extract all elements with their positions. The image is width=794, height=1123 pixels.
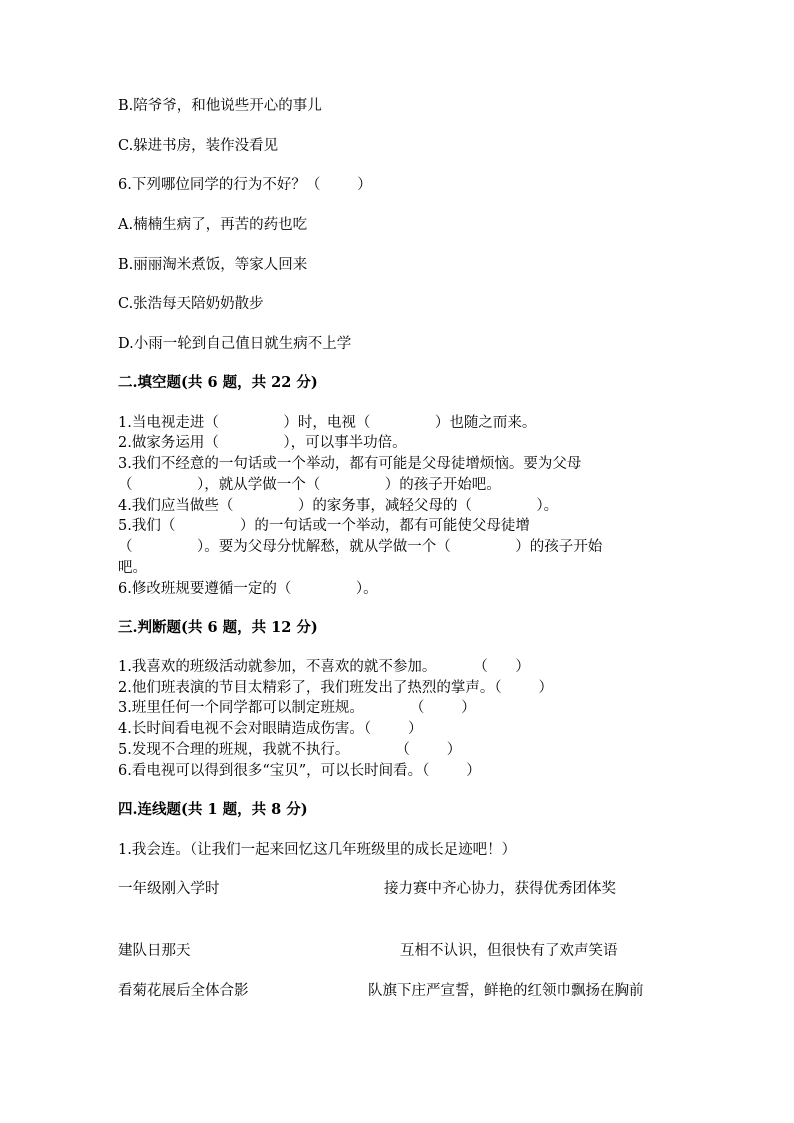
q6-stem: 6.下列哪位同学的行为不好？（ ） — [118, 177, 372, 193]
match-right-item: 接力赛中齐心协力，获得优秀团体奖 — [384, 881, 616, 897]
match-stem: 1.我会连。（让我们一起来回忆这几年班级里的成长足迹吧！） — [118, 842, 517, 858]
judge-section-heading: 三.判断题(共 6 题，共 12 分) — [118, 619, 318, 636]
match-left-item: 建队日那天 — [118, 943, 191, 959]
fill-line: 2.做家务运用（ ），可以事半功倍。 — [118, 435, 407, 451]
q6-option-d: D.小雨一轮到自己值日就生病不上学 — [118, 336, 352, 352]
match-left-item: 一年级刚入学时 — [118, 881, 220, 897]
fill-line: 6.修改班规要遵循一定的（ ）。 — [118, 581, 378, 597]
q5-option-b: B.陪爷爷，和他说些开心的事儿 — [118, 98, 322, 114]
fill-line: 3.我们不经意的一句话或一个举动，都有可能是父母徒增烦恼。要为父母 — [118, 456, 582, 472]
match-right-item: 互相不认识，但很快有了欢声笑语 — [400, 943, 618, 959]
judge-line: 2.他们班表演的节目太精彩了，我们班发出了热烈的掌声。（ ） — [118, 680, 553, 696]
judge-line: 5.发现不合理的班规，我就不执行。 （ ） — [118, 742, 462, 758]
q6-option-a: A.楠楠生病了，再苦的药也吃 — [118, 217, 308, 233]
fill-line: 5.我们（ ）的一句话或一个举动，都有可能使父母徒增 — [118, 518, 530, 534]
q5-option-c: C.躲进书房，装作没看见 — [118, 138, 279, 154]
match-right-item: 队旗下庄严宣誓，鲜艳的红领巾飘扬在胸前 — [368, 983, 644, 999]
q6-option-b: B.丽丽淘米煮饭，等家人回来 — [118, 257, 308, 273]
fill-line: （ ），就从学做一个（ ）的孩子开始吧。 — [118, 477, 501, 493]
match-section-heading: 四.连线题(共 1 题，共 8 分) — [118, 801, 308, 818]
judge-line: 3.班里任何一个同学都可以制定班规。 （ ） — [118, 700, 476, 716]
fill-line: 4.我们应当做些（ ）的家务事，减轻父母的（ ）。 — [118, 498, 559, 514]
fill-line: （ ）。要为父母分忧解愁，就从学做一个（ ）的孩子开始 — [118, 539, 603, 555]
fill-line: 吧。 — [118, 560, 147, 576]
judge-line: 6.看电视可以得到很多“宝贝”，可以长时间看。（ ） — [118, 763, 481, 779]
judge-line: 4.长时间看电视不会对眼睛造成伤害。（ ） — [118, 721, 423, 737]
match-left-item: 看菊花展后全体合影 — [118, 983, 249, 999]
fill-line: 1.当电视走进（ ）时，电视（ ）也随之而来。 — [118, 415, 537, 431]
fill-section-heading: 二.填空题(共 6 题，共 22 分) — [118, 374, 318, 391]
q6-option-c: C.张浩每天陪奶奶散步 — [118, 296, 264, 312]
judge-line: 1.我喜欢的班级活动就参加，不喜欢的就不参加。 （ ） — [118, 659, 530, 675]
